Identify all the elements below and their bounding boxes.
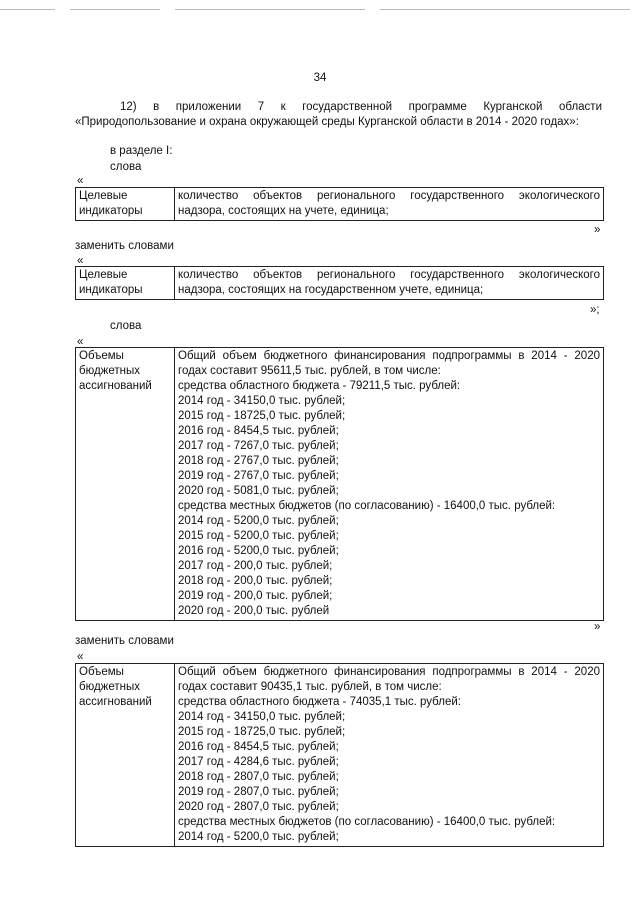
table3-intro: Общий объем бюджетного финансирования подпрограммы в 2014 - 2020 годах составит 95611,5 тыс. рублей, в том числе: [178,350,600,377]
replace-label-1: заменить словами [75,240,174,252]
table4-line: 2018 год - 2807,0 тыс. рублей; [178,771,339,783]
open-quote-3: « [77,336,84,348]
table3-line: 2019 год - 2767,0 тыс. рублей; [178,470,339,482]
table-budget-old [75,347,604,621]
table4-line: 2014 год - 34150,0 тыс. рублей; [178,711,346,723]
close-quote-2: » [594,621,601,633]
table3-line: 2016 год - 8454,5 тыс. рублей; [178,425,339,437]
table4-line: 2019 год - 2807,0 тыс. рублей; [178,786,339,798]
table3-line: 2015 год - 5200,0 тыс. рублей; [178,530,339,542]
top-scan-line [0,9,640,12]
table3-value-cell [175,348,604,621]
table3-line: 2017 год - 200,0 тыс. рублей; [178,560,333,572]
table1-label-cell: Целевые индикаторы [76,188,175,221]
close-quote-1: » [594,224,601,236]
table-budget-new [75,663,604,847]
table4-line: средства местных бюджетов (по согласованию) - 16400,0 тыс. рублей: [178,816,556,828]
words-label-2: слова [110,320,142,332]
table3-line: средства областного бюджета - 79211,5 тыс. рублей: [178,380,461,392]
table1-value-cell: количество объектов регионального государственного экологического надзора, состоящих на учете, единица; [175,188,604,221]
amendment-intro: 12) в приложении 7 к государственной программе Курганской области «Природопользование и охрана окружающей среды Курганской области в 2014 - 2020 годах»: [75,101,602,128]
table-target-indicators-old [75,187,604,221]
replace-label-2: заменить словами [75,635,174,647]
table4-line: 2016 год - 8454,5 тыс. рублей; [178,741,339,753]
table3-line: 2018 год - 200,0 тыс. рублей; [178,575,333,587]
words-label-1: слова [110,161,142,173]
table3-line: 2020 год - 5081,0 тыс. рублей; [178,485,339,497]
table3-line: 2020 год - 200,0 тыс. рублей [178,605,330,617]
section-label: в разделе I: [110,145,173,157]
table2-value-cell: количество объектов регионального государственного экологического надзора, состоящих на государственном учете, единица; [175,267,604,300]
table2-label-cell: Целевые индикаторы [76,267,175,300]
table4-line: 2015 год - 18725,0 тыс. рублей; [178,726,346,738]
table4-intro: Общий объем бюджетного финансирования подпрограммы в 2014 - 2020 годах составит 90435,1 тыс. рублей, в том числе: [178,666,600,693]
table4-line: 2014 год - 5200,0 тыс. рублей; [178,831,339,843]
table3-line: 2019 год - 200,0 тыс. рублей; [178,590,333,602]
open-quote-1: « [77,175,84,187]
close-quote-semicolon: »; [590,304,600,316]
table3-line: 2016 год - 5200,0 тыс. рублей; [178,545,339,557]
table3-label-cell: Объемы бюджетных ассигнований [76,348,175,621]
page-number: 34 [313,72,327,84]
table4-line: средства областного бюджета - 74035,1 тыс. рублей: [178,696,461,708]
table4-line: 2017 год - 4284,6 тыс. рублей; [178,756,339,768]
table-target-indicators-new [75,266,604,300]
table3-line: 2014 год - 5200,0 тыс. рублей; [178,515,339,527]
table3-line: 2018 год - 2767,0 тыс. рублей; [178,455,339,467]
table3-line: 2014 год - 34150,0 тыс. рублей; [178,395,346,407]
table4-value-cell [175,664,604,847]
open-quote-4: « [77,651,84,663]
table3-line: 2015 год - 18725,0 тыс. рублей; [178,410,346,422]
table3-line: средства местных бюджетов (по согласованию) - 16400,0 тыс. рублей: [178,500,556,512]
open-quote-2: « [77,255,84,267]
table4-line: 2020 год - 2807,0 тыс. рублей; [178,801,339,813]
table4-label-cell: Объемы бюджетных ассигнований [76,664,175,847]
table3-line: 2017 год - 7267,0 тыс. рублей; [178,440,339,452]
